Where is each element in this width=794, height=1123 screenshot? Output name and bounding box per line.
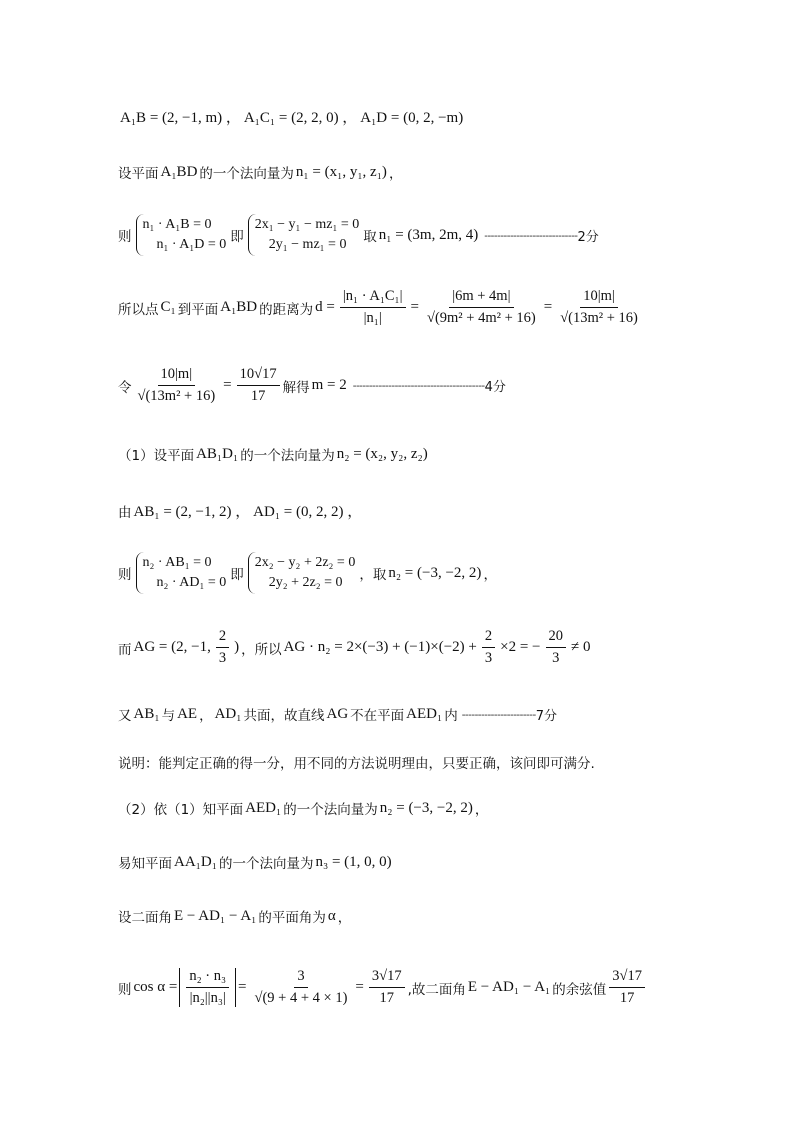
fraction: [216, 628, 229, 667]
line-ad1: AD₁: [214, 705, 242, 722]
dihedral-angle-line: [118, 906, 351, 926]
text: 的一个法向量为: [218, 856, 314, 872]
denominator: |n₁|: [363, 310, 382, 326]
normal-vector-value: n₂ = (−3, −2, 2): [388, 564, 482, 581]
numerator: 10|m|: [158, 366, 196, 386]
normal-vector: n₁ = (x₁, y₁, z₁): [295, 163, 387, 180]
fraction: [252, 968, 351, 1007]
equals: =: [355, 979, 364, 995]
numerator: 3: [294, 968, 307, 988]
score-mark: 7分: [535, 708, 557, 724]
denominator: 3: [218, 650, 227, 666]
denominator: √(13m² + 16): [137, 388, 216, 404]
not-equal: ≠ 0: [571, 639, 591, 655]
text: 易知平面: [118, 856, 172, 872]
equals: =: [223, 377, 232, 393]
plane-name: A₁BD: [220, 299, 258, 315]
dot-product-system: [136, 552, 227, 594]
normal-vector: n₃ = (1, 0, 0): [315, 853, 392, 870]
score-leader: -----------------------------------------: [352, 379, 485, 392]
text: ，: [474, 802, 489, 818]
plane-name: AA₁D₁: [174, 853, 217, 870]
alpha-symbol: α: [327, 907, 336, 924]
text: 即: [230, 567, 244, 583]
text: 的一个法向量为: [283, 802, 378, 818]
part2-setup-line: [118, 798, 488, 818]
equals: =: [543, 299, 553, 315]
cos-alpha: cos α =: [133, 979, 178, 995]
text: 不在平面: [350, 708, 405, 724]
text: 的平面角为: [258, 910, 326, 926]
numerator: |n₁ · A₁C₁|: [340, 288, 406, 308]
text: 到平面: [177, 301, 219, 318]
system-row: n₂ · AB₁ = 0: [142, 555, 212, 570]
coplanar-line: [118, 704, 557, 724]
denominator: 3: [484, 650, 493, 666]
fraction: [340, 288, 406, 327]
score-leader: -----------------------------: [484, 228, 578, 242]
line-ab1: AB₁: [133, 705, 160, 722]
normal-vector: n₂ = (−3, −2, 2): [379, 799, 473, 816]
text: 取: [363, 229, 377, 245]
normal-vector: n₂ = (x₂, y₂, z₂): [336, 445, 428, 462]
denominator: 17: [619, 990, 635, 1006]
fraction: [546, 628, 567, 667]
text: 即: [230, 229, 244, 245]
vector-ag: AG = (2, −1,: [133, 639, 211, 655]
text: 的距离为: [259, 301, 314, 318]
text: ，: [388, 166, 403, 182]
note-text: 说明：能判定正确的得一分，用不同的方法说明理由，只要正确，该问即可满分.: [118, 756, 595, 772]
normal-vector-setup-line: [118, 162, 402, 182]
text: 设二面角: [118, 910, 172, 926]
linear-system: [248, 214, 359, 256]
equation-system-line: [118, 214, 599, 256]
denominator: √(13m² + 16): [560, 310, 638, 326]
distance-symbol: d =: [315, 299, 335, 315]
text: ,故二面角: [407, 981, 466, 998]
dihedral-angle: E − AD₁ − A₁: [467, 979, 551, 995]
solution: m = 2: [311, 377, 347, 393]
vector-list: AB₁ = (2, −1, 2) ， AD₁ = (0, 2, 2) ，: [133, 504, 363, 520]
fraction: [482, 628, 495, 667]
vector-coordinates-line: [118, 106, 465, 127]
text: 解得: [282, 379, 310, 396]
text: 又: [118, 708, 132, 724]
equals: =: [410, 299, 419, 315]
denominator: 17: [250, 388, 266, 404]
system-row: n₁ · A₁D = 0: [156, 237, 227, 252]
line-ae: AE: [177, 705, 198, 722]
fraction: [557, 288, 641, 327]
text: 内: [444, 708, 458, 724]
denominator: 17: [379, 990, 394, 1006]
dihedral-angle: E − AD₁ − A₁: [174, 907, 257, 924]
distance-line: [118, 288, 644, 327]
denominator: √(9 + 4 + 4 × 1): [254, 990, 348, 1006]
system-row: 2x₁ − y₁ − mz₁ = 0: [254, 217, 360, 232]
vector-list: A₁B = (2, −1, m) ， A₁C₁ = (2, 2, 0) ， A₁D = (0, 2, −m): [120, 110, 464, 126]
text: 设平面: [118, 166, 159, 182]
text: （1）设平面: [118, 448, 195, 464]
text: 的一个法向量为: [240, 448, 335, 464]
plane-name: A₁BD: [160, 163, 198, 180]
fraction: [609, 968, 645, 1007]
text: ，取: [359, 567, 387, 583]
score-mark: 4分: [484, 380, 506, 395]
text: 所以点: [118, 301, 159, 318]
vectors-line: [118, 500, 364, 521]
expr: ×2 = −: [500, 639, 541, 655]
numerator: 20: [546, 628, 567, 648]
text: ，: [337, 910, 352, 926]
numerator: 10√17: [237, 366, 280, 386]
normal-vector-value: n₁ = (3m, 2m, 4): [378, 226, 479, 243]
plane-normal-line: [118, 852, 394, 872]
score-leader: -----------------------: [461, 707, 536, 721]
text: 的余弦值: [552, 981, 607, 998]
dot-product-expr: AG · n₂ = 2×(−3) + (−1)×(−2) +: [283, 639, 477, 655]
text: 则: [118, 981, 132, 998]
fraction: [135, 366, 219, 405]
fraction: [369, 968, 405, 1007]
fraction: [186, 968, 229, 1007]
note-line: [118, 752, 595, 772]
cosine-line: [118, 968, 648, 1007]
dot-product-system: [136, 214, 227, 256]
numerator: |6m + 4m|: [449, 288, 513, 308]
numerator: 3√17: [609, 968, 645, 988]
denominator: 3: [552, 650, 560, 666]
point-name: C₁: [160, 299, 176, 315]
part1-setup-line: [118, 444, 430, 464]
numerator: 2: [482, 628, 495, 648]
text: 而: [118, 641, 132, 658]
text: 则: [118, 567, 132, 583]
text: 与: [161, 708, 176, 724]
equation-system-line-2: [118, 552, 497, 594]
text: 令: [118, 379, 132, 396]
equals: =: [238, 979, 247, 995]
system-row: n₂ · AD₁ = 0: [156, 575, 227, 590]
numerator: n₂ · n₃: [186, 968, 229, 988]
system-row: n₁ · A₁B = 0: [142, 217, 212, 232]
text: 则: [118, 229, 132, 245]
system-row: 2y₂ + 2z₂ = 0: [268, 575, 343, 590]
plane-name: AED₁: [406, 705, 443, 722]
paren: ): [234, 639, 240, 655]
text: 共面，故直线: [243, 708, 325, 724]
numerator: 2: [216, 628, 229, 648]
fraction: [424, 288, 539, 327]
system-row: 2x₂ − y₂ + 2z₂ = 0: [254, 555, 356, 570]
denominator: √(9m² + 4m² + 16): [426, 310, 536, 326]
plane-name: AB₁D₁: [196, 445, 239, 462]
text: ，: [199, 708, 213, 724]
text: 的一个法向量为: [199, 166, 294, 182]
absolute-value: [179, 968, 236, 1007]
line-ag: AG: [326, 705, 349, 722]
solve-m-line: [118, 366, 506, 405]
text: ，所以: [241, 641, 282, 658]
plane-name: AED₁: [245, 799, 282, 816]
linear-system: [248, 552, 356, 594]
numerator: 10|m|: [580, 288, 618, 308]
text: （2）依（1）知平面: [118, 802, 244, 818]
fraction: [237, 366, 280, 405]
system-row: 2y₁ − mz₁ = 0: [268, 237, 347, 252]
text: ，: [483, 567, 497, 583]
numerator: 3√17: [369, 968, 405, 988]
dot-product-line: [118, 628, 593, 667]
text: 由: [118, 504, 132, 521]
denominator: |n₂||n₃|: [189, 990, 226, 1006]
score-mark: 2分: [577, 229, 599, 245]
